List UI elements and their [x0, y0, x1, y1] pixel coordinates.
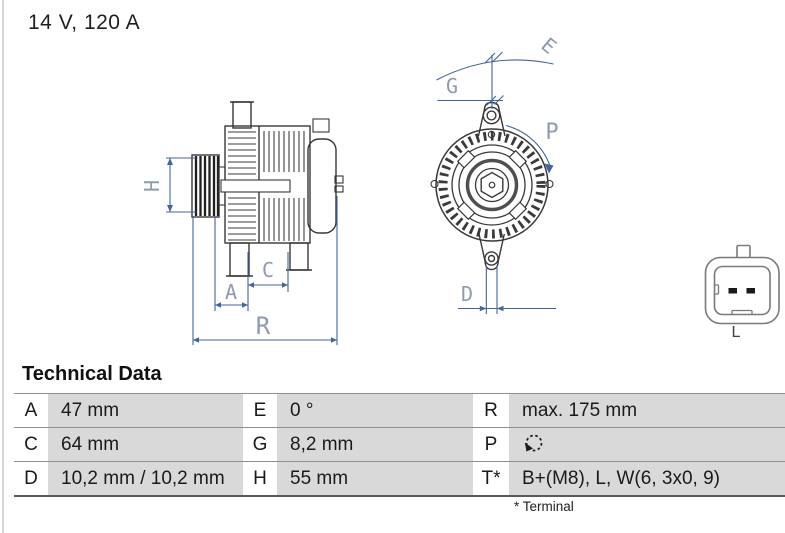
dimension-label-h: H — [140, 179, 164, 193]
dim-key: R — [473, 394, 509, 427]
dimension-label-c: C — [261, 258, 275, 282]
technical-data-title: Technical Data — [22, 363, 162, 385]
dimension-label-p: P — [545, 120, 559, 145]
dim-value: 64 mm — [48, 428, 243, 461]
dim-value: max. 175 mm — [509, 394, 785, 427]
connector-inner-shell — [715, 267, 771, 315]
dim-value: 0 ° — [277, 394, 473, 427]
vent-slot-ring — [443, 136, 541, 234]
alternator-side-view — [140, 102, 343, 345]
connector-pin — [729, 288, 738, 294]
dim-value: B+(M8), L, W(6, 3x0, 9) — [509, 462, 785, 495]
voltage-amperage-rating: 14 V, 120 A — [28, 11, 141, 34]
dim-key: P — [473, 428, 509, 461]
connector-label: L — [731, 324, 741, 341]
housing — [221, 102, 343, 276]
connector-pin — [747, 288, 756, 294]
rotation-direction-cell — [509, 428, 785, 461]
rotation-ccw-icon — [522, 431, 546, 455]
dim-key: G — [243, 428, 277, 461]
dim-key: H — [243, 462, 277, 495]
dimension-label-r: R — [255, 312, 271, 340]
alternator-front-view — [431, 33, 561, 314]
dim-key: C — [14, 428, 48, 461]
dim-value: 47 mm — [48, 394, 243, 427]
dim-key: A — [14, 394, 48, 427]
dim-key: D — [14, 462, 48, 495]
bottom-mounting-lug — [479, 234, 504, 270]
table-row — [14, 462, 785, 497]
dimension-label-g: G — [445, 74, 459, 98]
table-row — [14, 428, 785, 462]
connector-outer-shell — [706, 258, 780, 324]
dim-key: T* — [473, 462, 509, 495]
dimension-label-e: E — [536, 32, 562, 59]
connector-tab — [737, 246, 750, 259]
terminal-footnote: * Terminal — [514, 499, 574, 514]
dimension-label-d: D — [460, 282, 474, 306]
pulley — [192, 155, 225, 217]
connector-diagram — [706, 246, 780, 342]
technical-data-table — [14, 393, 785, 514]
dim-key: E — [243, 394, 277, 427]
dim-value: 55 mm — [277, 462, 473, 495]
table-row — [14, 394, 785, 428]
dim-value: 8,2 mm — [277, 428, 473, 461]
dimension-label-a: A — [224, 280, 238, 304]
dim-value: 10,2 mm / 10,2 mm — [48, 462, 243, 495]
shaft-hex-nut — [481, 173, 503, 198]
